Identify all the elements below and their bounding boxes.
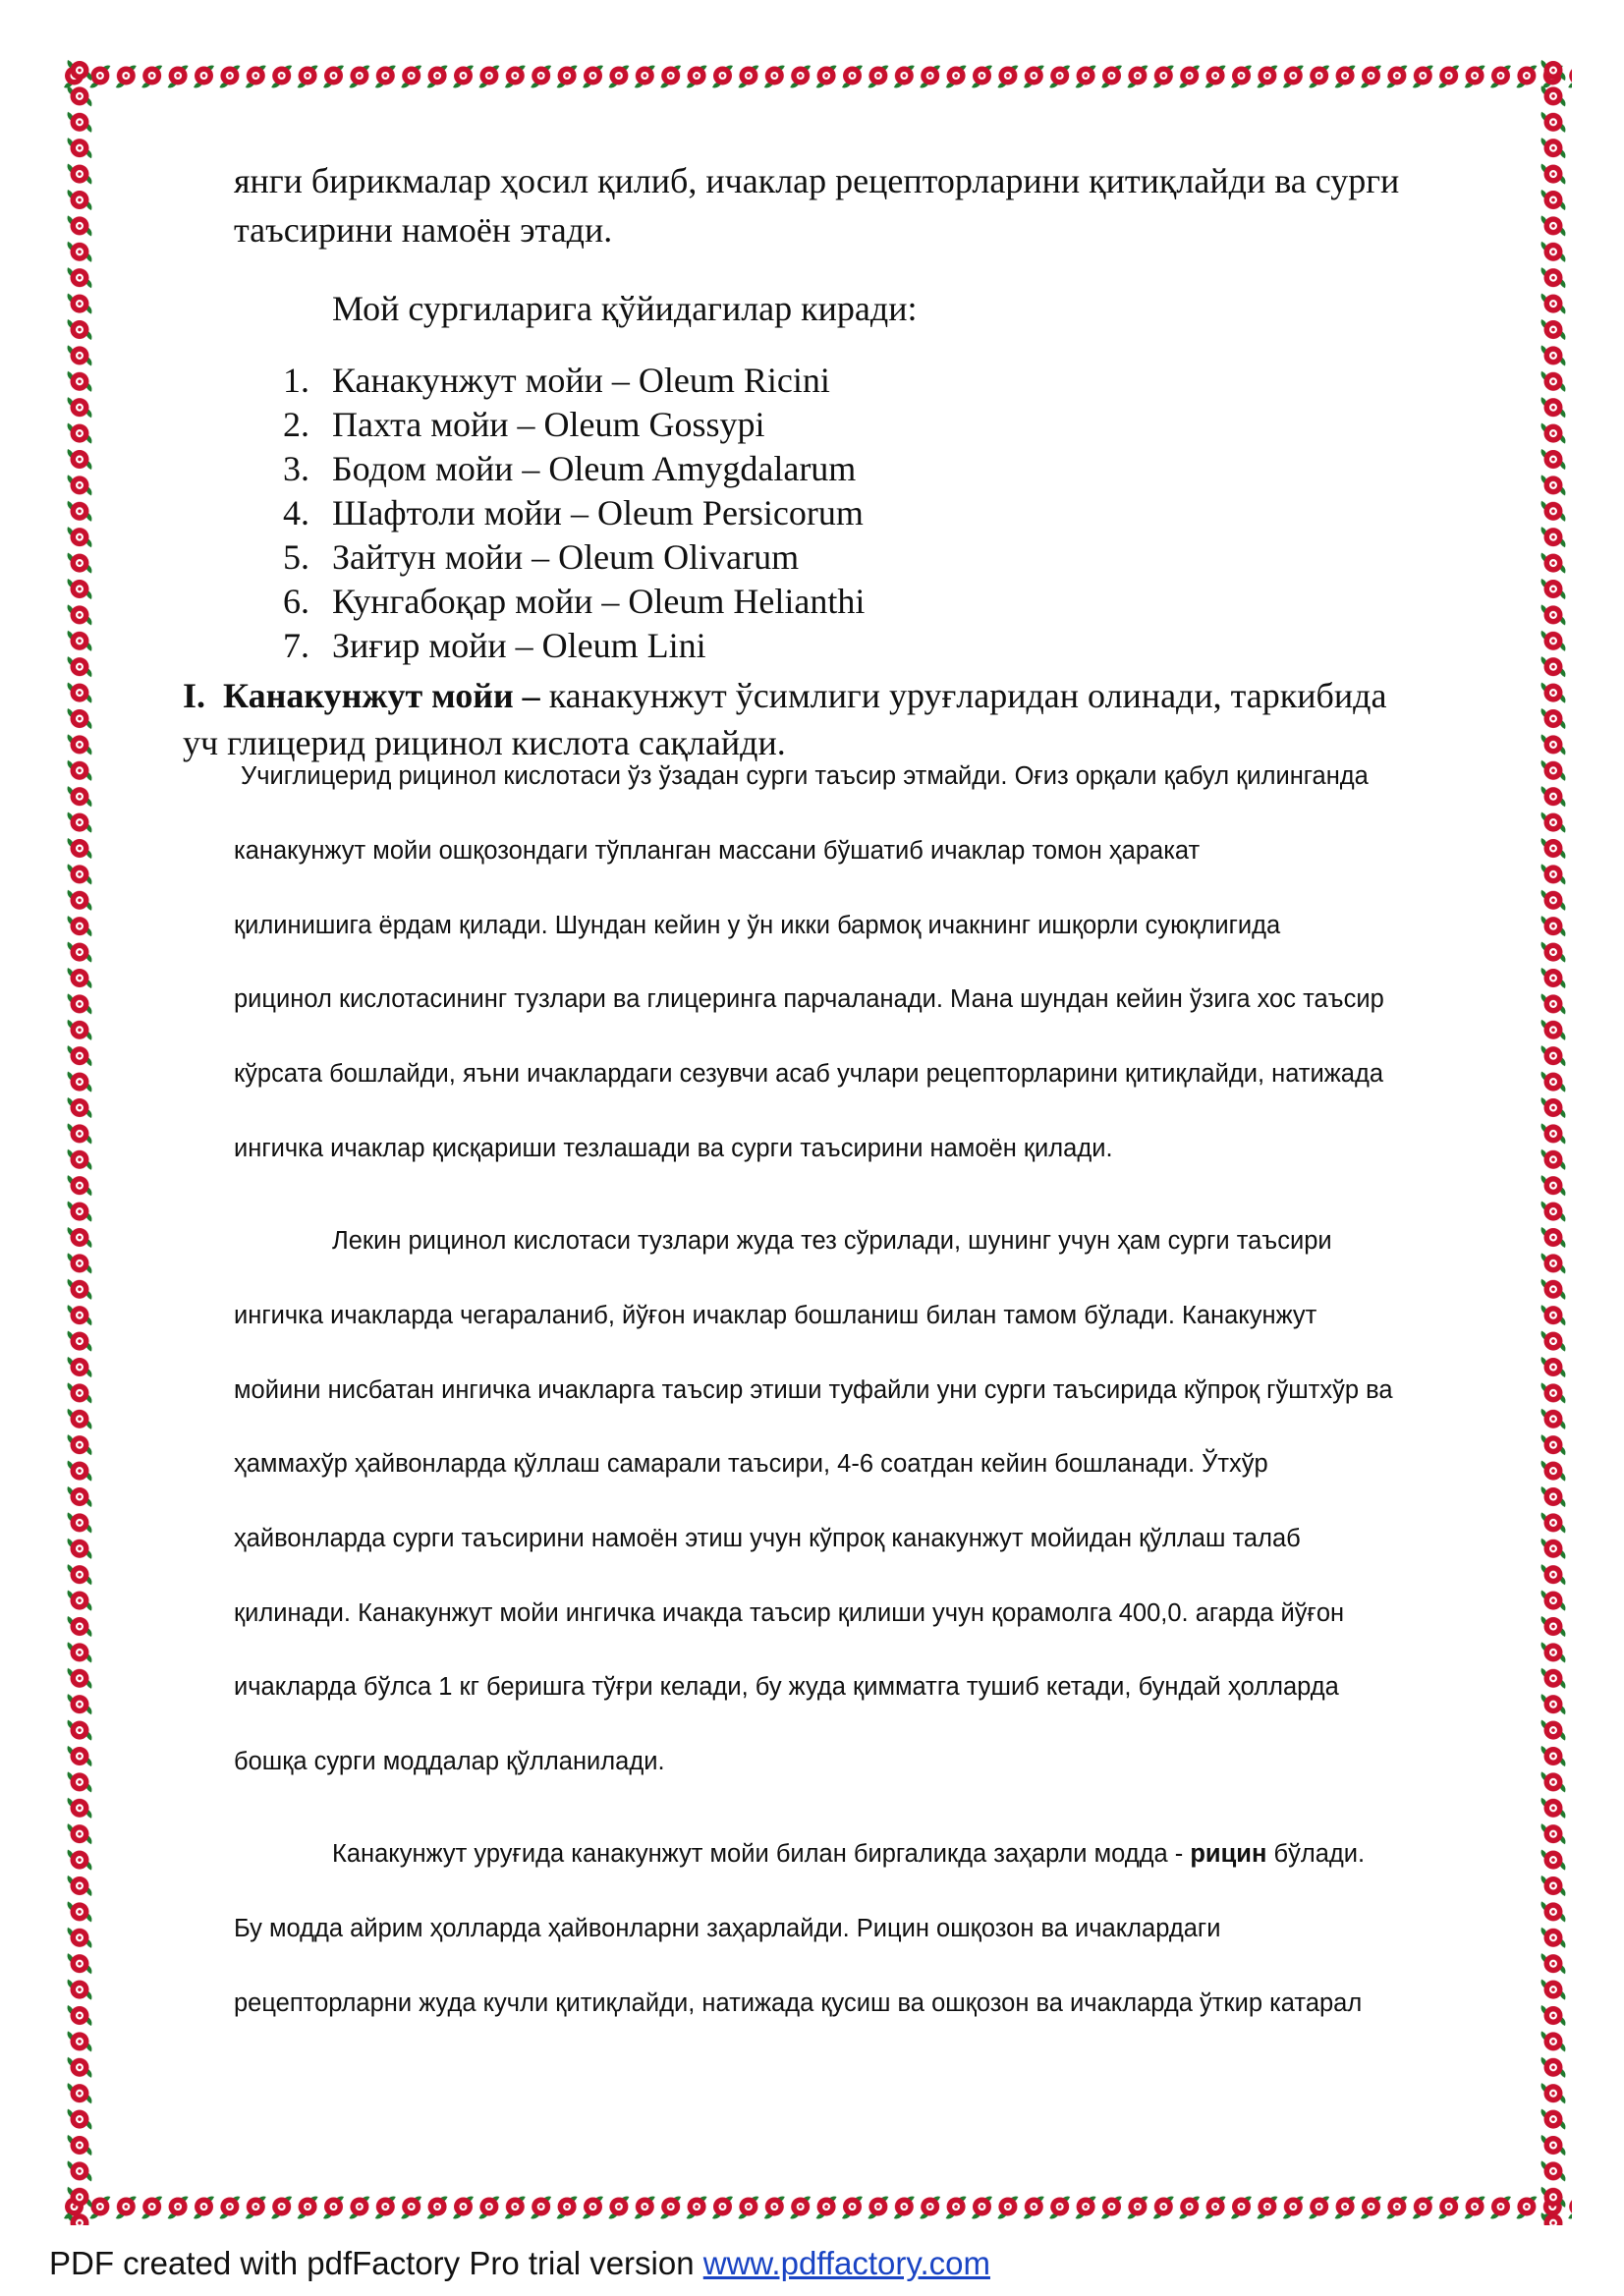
floral-border-top [61,57,1572,94]
oil-name: Канакунжут мойи – Oleum Ricini [332,361,830,400]
body-line: ичакларда бўлса 1 кг беришга тўғри келади, бу жуда қимматга тушиб кетади, бундай ҳолларда [234,1673,1339,1701]
body-line: ингичка ичаклар қисқариши тезлашади ва сурги таъсирини намоён қилади. [234,1135,1113,1162]
oil-number: 5. [283,537,309,577]
section-heading [183,670,1386,721]
body-line: мойини нисбатан ингичка ичакларга таъсир этиши туфайли уни сурги таъсирида кўпроқ гўштхўр ва [234,1376,1393,1404]
intro-line-2: таъсирини намоён этади. [234,210,613,250]
body-line: қилинишига ёрдам қилади. Шундан кейин у ўн икки бармоқ ичакнинг ишқорли суюқлигида [234,912,1281,939]
ricin-line-3: рецепторларни жуда кучли қитиқлайди, натижада қусиш ва ошқозон ва ичакларда ўткир катарал [234,1989,1363,2017]
oil-item [283,447,865,491]
oil-number: 1. [283,361,309,400]
oil-number: 3. [283,449,309,488]
oil-name: Кунгабоқар мойи – Oleum Helianthi [332,582,866,621]
oil-item [283,403,865,447]
body-line: канакунжут мойи ошқозондаги тўпланган массани бўшатиб ичаклар томон ҳаракат [234,837,1201,865]
oils-list [283,359,865,668]
floral-border-bottom [61,2188,1572,2225]
ricin-line-1 [332,1840,1365,1869]
oils-heading: Мой сургиларига қўйидагилар киради: [332,289,918,328]
oil-item [283,491,865,535]
body-line: ингичка ичакларда чегараланиб, йўғон ичаклар бошланиш билан тамом бўлади. Канакунжут [234,1302,1317,1329]
section-title: Канакунжут мойи – [223,676,540,715]
ricin-text-end: бўлади. [1266,1840,1366,1868]
oil-item [283,535,865,580]
body-line: қилинади. Канакунжут мойи ингичка ичакда таъсир қилиши учун қорамолга 400,0. агарда йўғон [234,1599,1345,1627]
body-line: ҳаммахўр ҳайвонларда қўллаш самарали таъсири, 4-6 соатдан кейин бошланади. Ўтхўр [234,1450,1268,1478]
oil-name: Зиғир мойи – Oleum Lini [332,626,706,665]
ricin-text: Канакунжут уруғида канакунжут мойи билан биргаликда заҳарли модда - [332,1840,1191,1868]
oil-item [283,580,865,624]
body-line: Учиглицерид рицинол кислотаси ўз ўзадан сурги таъсир этмайди. Оғиз орқали қабул қилинганда [241,762,1369,790]
floral-border-right [1535,57,1572,2225]
body-line: кўрсата бошлайди, яъни ичаклардаги сезувчи асаб учлари рецепторларини қитиқлайди, натижада [234,1060,1384,1088]
footer-text: PDF created with pdfFactory Pro trial version [49,2245,703,2281]
body-line: Лекин рицинол кислотаси тузлари жуда тез сўрилади, шунинг учун ҳам сурги таъсири [332,1227,1332,1255]
oil-name: Пахта мойи – Oleum Gossypi [332,405,765,444]
section-number: I. [183,676,206,715]
oil-name: Зайтун мойи – Oleum Olivarum [332,537,800,577]
section-line-2: уч глицерид рицинол кислота сақлайди. [183,723,786,762]
pdf-footer [49,2245,990,2282]
body-line: рицинол кислотасининг тузлари ва глицеринга парчаланади. Мана шундан кейин ўзига хос таъсир [234,985,1384,1013]
oil-number: 2. [283,405,309,444]
oil-number: 7. [283,626,309,665]
intro-line-1: янги бирикмалар ҳосил қилиб, ичаклар рецепторларини қитиқлайди ва сурги [234,161,1400,200]
ricin-term: рицин [1190,1840,1267,1868]
body-line: бошқа сурги моддалар қўлланилади. [234,1748,665,1775]
oil-number: 4. [283,493,309,532]
footer-link[interactable]: www.pdffactory.com [702,2245,990,2281]
oil-name: Шафтоли мойи – Oleum Persicorum [332,493,864,532]
body-line: ҳайвонларда сурги таъсирини намоён этиш учун кўпроқ канакунжут мойидан қўллаш талаб [234,1525,1301,1552]
oil-item [283,624,865,668]
ricin-line-2: Бу модда айрим ҳолларда ҳайвонларни заҳарлайди. Рицин ошқозон ва ичаклардаги [234,1915,1221,1942]
oil-name: Бодом мойи – Oleum Amygdalarum [332,449,857,488]
section-text: канакунжут ўсимлиги уруғларидан олинади, таркибида [539,676,1387,715]
oil-item [283,359,865,403]
oil-number: 6. [283,582,309,621]
floral-border-left [61,57,98,2225]
